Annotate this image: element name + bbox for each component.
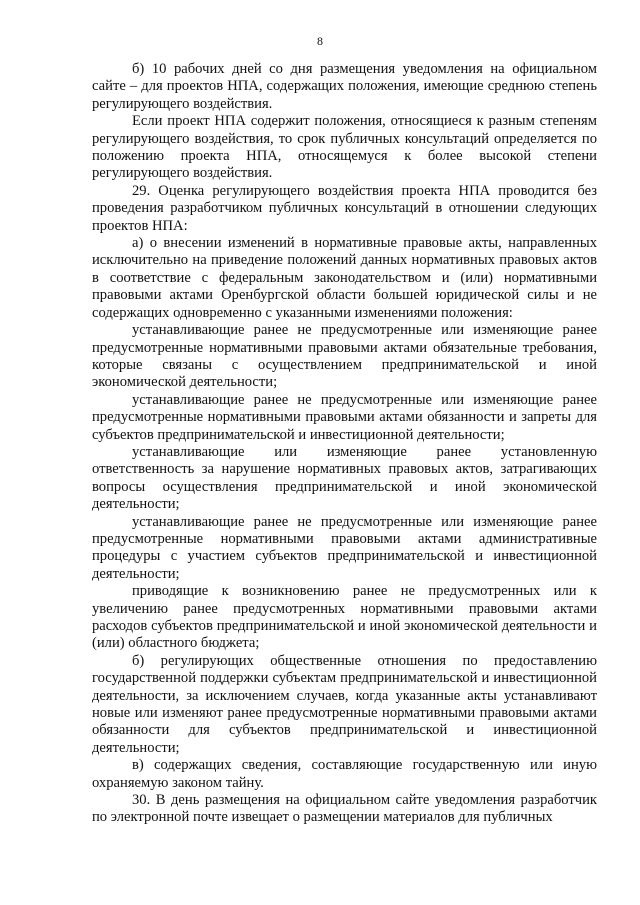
- paragraph-obligations-prohibitions: устанавливающие ранее не предусмотренные или изменяющие ранее предусмотренные нормативными правовыми актами обязанности и запреты для субъектов предпринимательской и инвестиционной деятельности;: [92, 391, 597, 443]
- paragraph-29: 29. Оценка регулирующего воздействия проекта НПА проводится без проведения разработчиком публичных консультаций в отношении следующих проектов НПА:: [92, 182, 597, 234]
- paragraph-29-a: а) о внесении изменений в нормативные правовые акты, направленных исключительно на приведение положений данных нормативных правовых актов в соответствие с федеральным законодательством и (или) нормативными правовыми актами Оренбургской области большей юридической силы и не содержащих одновременно с указанными изменениями положения:: [92, 235, 597, 321]
- paragraph-liability: устанавливающие или изменяющие ранее установленную ответственность за нарушение нормативных правовых актов, затрагивающих вопросы осуществления предпринимательской и иной экономической деятельности;: [92, 443, 597, 513]
- paragraph-30: 30. В день размещения на официальном сайте уведомления разработчик по электронной почте извещает о размещении материалов для публичных: [92, 792, 597, 826]
- paragraph-29-v: в) содержащих сведения, составляющие государственную или иную охраняемую законом тайну.: [92, 757, 597, 791]
- paragraph-mixed-degrees: Если проект НПА содержит положения, относящиеся к разным степеням регулирующего воздействия, то срок публичных консультаций определяется по положению проекта НПА, относящемуся к более высокой степени регулирующего воздействия.: [92, 113, 597, 182]
- paragraph-expenses: приводящие к возникновению ранее не предусмотренных или к увеличению ранее предусмотренных нормативными правовыми актами расходов субъектов предпринимательской и иной экономической деятельности и (или) областного бюджета;: [92, 583, 597, 652]
- paragraph-b-10-days: б) 10 рабочих дней со дня размещения уведомления на официальном сайте – для проектов НПА, содержащих положения, имеющие среднюю степень регулирующего воздействия.: [92, 61, 597, 112]
- paragraph-administrative-procedures: устанавливающие ранее не предусмотренные или изменяющие ранее предусмотренные нормативными правовыми актами административные процедуры с участием субъектов предпринимательской и инвестиционной деятельности;: [92, 513, 597, 582]
- paragraph-mandatory-requirements: устанавливающие ранее не предусмотренные или изменяющие ранее предусмотренные нормативными правовыми актами обязательные требования, которые связаны с осуществлением предпринимательской и иной экономической деятельности;: [92, 322, 597, 391]
- paragraph-29-b: б) регулирующих общественные отношения по предоставлению государственной поддержки субъектам предпринимательской и инвестиционной деятельности, за исключением случаев, когда указанные акты устанавливают новые или изменяют ранее предусмотренные нормативными правовыми актами обязанности для субъектов предпринимательской и инвестиционной деятельности;: [92, 652, 597, 756]
- page-number: 8: [317, 34, 323, 48]
- document-body: [92, 61, 597, 827]
